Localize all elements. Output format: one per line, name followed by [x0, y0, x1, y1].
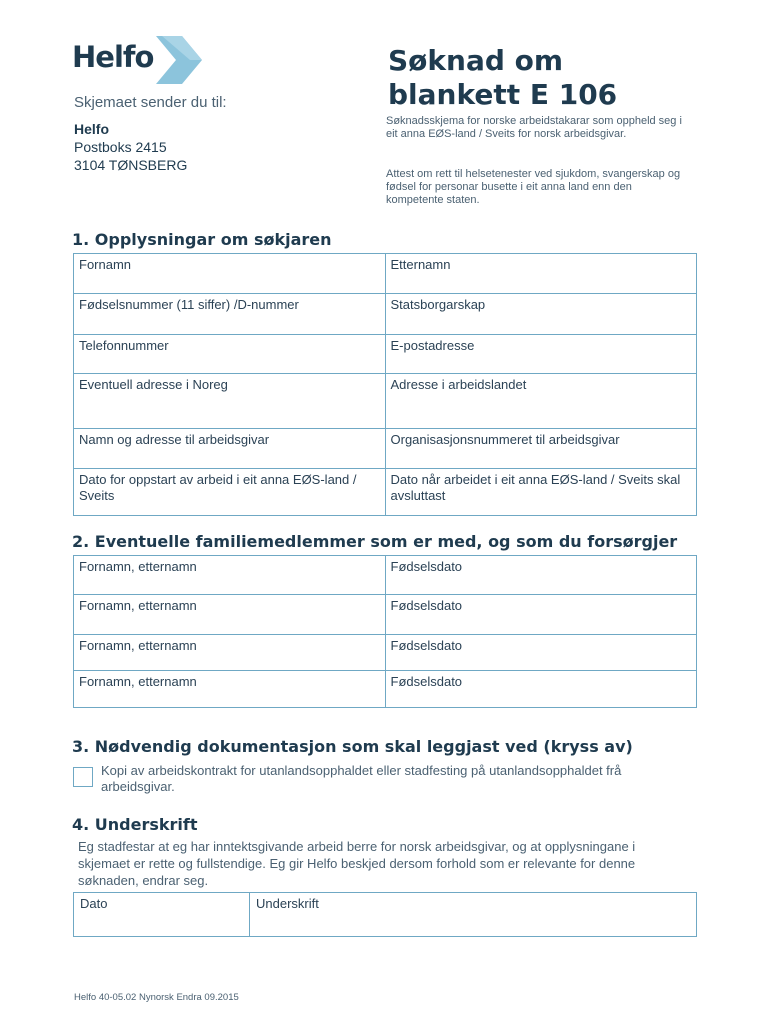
section1-heading: 1. Opplysningar om søkjaren	[72, 230, 332, 249]
address-name: Helfo	[74, 121, 109, 137]
birth-number-field[interactable]: Fødselsnummer (11 siffer) /D-nummer	[79, 297, 299, 312]
table-row	[74, 556, 696, 594]
table-row	[74, 594, 696, 634]
family-members-table	[73, 555, 697, 708]
section4-heading: 4. Underskrift	[72, 815, 198, 834]
family-birthdate-field-3[interactable]: Fødselsdato	[385, 635, 697, 670]
employer-address-field[interactable]: Namn og adresse til arbeidsgivar	[79, 432, 270, 447]
family-name-field-1[interactable]: Fornamn, etternamn	[79, 559, 197, 574]
family-birthdate-field-4[interactable]: Fødselsdato	[385, 671, 697, 707]
work-country-address-field[interactable]: Adresse i arbeidslandet	[385, 374, 697, 428]
employer-org-number-field[interactable]: Organisasjonsnummeret til arbeidsgivar	[385, 429, 697, 468]
family-birthdate-field-1[interactable]: Fødselsdato	[385, 556, 697, 594]
family-name-field-2[interactable]: Fornamn, etternamn	[79, 598, 197, 613]
table-row	[74, 293, 696, 334]
chevron-logo-icon	[156, 36, 202, 84]
declaration-text: Eg stadfestar at eg har inntektsgivande arbeid berre for norsk arbeidsgivar, og at opplysningane i skjemaet er rette og fullstendige. Eg gir Helfo beskjed dersom forhold som er relevante for denne søknaden, endrar seg.	[78, 839, 636, 888]
first-name-field[interactable]: Fornamn	[79, 257, 132, 272]
date-field[interactable]: Dato	[74, 893, 250, 936]
form-attest-description: Attest om rett til helsetenester ved sjukdom, svangerskap og fødsel for personar busette i eit anna land enn den kompetente staten.	[386, 168, 681, 206]
family-birthdate-field-2[interactable]: Fødselsdato	[385, 595, 697, 634]
recipient-address	[74, 120, 187, 174]
table-row	[74, 254, 696, 293]
citizenship-field[interactable]: Statsborgarskap	[385, 294, 697, 334]
logo-text: Helfo	[72, 40, 154, 74]
table-row	[74, 634, 696, 670]
phone-field[interactable]: Telefonnummer	[79, 338, 169, 353]
table-row	[74, 334, 696, 373]
address-line1: Postboks 2415	[74, 139, 167, 155]
section3-heading: 3. Nødvendig dokumentasjon som skal leggjast ved (kryss av)	[72, 737, 633, 756]
table-row	[74, 468, 696, 515]
family-name-field-3[interactable]: Fornamn, etternamn	[79, 638, 197, 653]
signature-table	[73, 892, 697, 937]
email-field[interactable]: E-postadresse	[385, 335, 697, 373]
work-end-date-field[interactable]: Dato når arbeidet i eit anna EØS-land / Sveits skal avsluttast	[385, 469, 697, 515]
form-subtitle: Søknadsskjema for norske arbeidstakarar som oppheld seg i eit anna EØS-land / Sveits for norsk arbeidsgivar.	[386, 115, 682, 140]
form-title	[388, 44, 617, 112]
applicant-info-table	[73, 253, 697, 516]
norway-address-field[interactable]: Eventuell adresse i Noreg	[79, 377, 228, 392]
title-line2: blankett E 106	[388, 78, 618, 111]
title-line1: Søknad om	[388, 44, 564, 77]
address-line2: 3104 TØNSBERG	[74, 157, 188, 173]
contract-copy-checkbox[interactable]	[73, 767, 93, 787]
family-name-field-4[interactable]: Fornamn, etternamn	[79, 674, 197, 689]
table-row	[74, 670, 696, 707]
send-to-label: Skjemaet sender du til:	[74, 94, 227, 111]
last-name-field[interactable]: Etternamn	[385, 254, 697, 293]
contract-copy-label: Kopi av arbeidskontrakt for utanlandsopphaldet eller stadfesting på utanlandsopphaldet frå arbeidsgivar.	[101, 763, 622, 794]
helfo-logo	[72, 36, 202, 84]
table-row	[74, 373, 696, 428]
section2-heading: 2. Eventuelle familiemedlemmer som er med, og som du forsørgjer	[72, 532, 678, 551]
signature-field[interactable]: Underskrift	[256, 896, 319, 911]
form-footer: Helfo 40-05.02 Nynorsk Endra 09.2015	[74, 992, 239, 1003]
table-row	[74, 428, 696, 468]
work-start-date-field[interactable]: Dato for oppstart av arbeid i eit anna EØS-land / Sveits	[79, 472, 357, 503]
